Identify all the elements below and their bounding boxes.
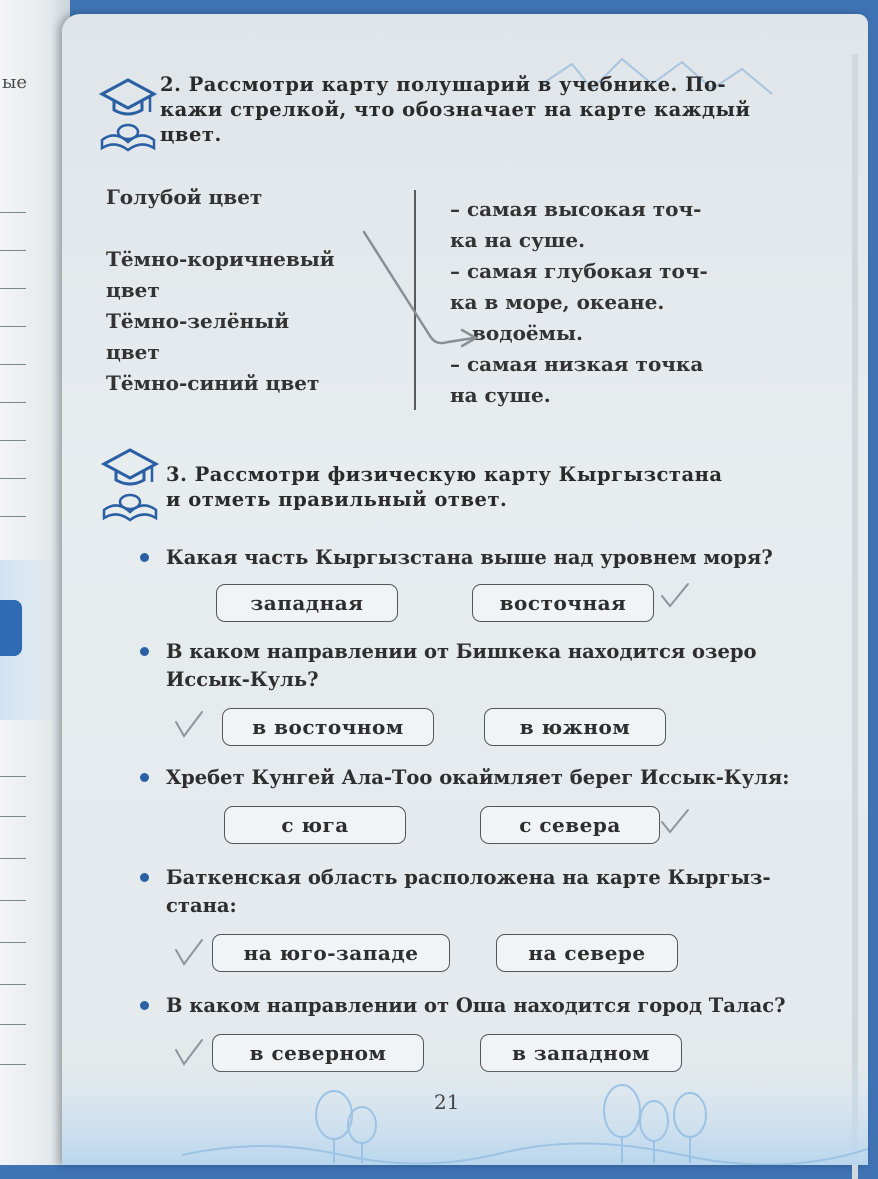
left-page-text-fragment: ые xyxy=(2,72,27,93)
task3-title: 3. Рассмотри физическую карту Кыргызстана и отметь правильный ответ. xyxy=(166,463,723,511)
footer-trees-decoration xyxy=(62,1045,868,1165)
color-item: Тёмно-синий цвет xyxy=(106,371,320,395)
answer-option[interactable]: с севера xyxy=(480,806,660,844)
answer-option[interactable]: в северном xyxy=(212,1034,424,1072)
left-page-blue-tab xyxy=(0,600,22,656)
checkmark-icon xyxy=(172,710,204,740)
left-page-line xyxy=(0,326,26,327)
task3-question-list xyxy=(132,544,812,1088)
checkmark-icon xyxy=(172,938,204,968)
graduation-cap-reader-icon xyxy=(100,442,160,522)
left-page-line xyxy=(0,402,26,403)
meaning-item: водоёмы. xyxy=(472,321,584,345)
answer-option[interactable]: с юга xyxy=(224,806,406,844)
answer-option[interactable]: на севере xyxy=(496,934,678,972)
answer-option[interactable]: на юго-западе xyxy=(212,934,450,972)
checkmark-icon xyxy=(658,580,690,610)
graduation-cap-reader-icon xyxy=(98,72,158,152)
left-page-line xyxy=(0,816,26,817)
task2-colors-column xyxy=(106,182,366,399)
meaning-item: ка на суше. xyxy=(450,228,586,252)
meaning-item: – самая высокая точ- xyxy=(450,197,702,221)
answer-option[interactable]: западная xyxy=(216,584,398,622)
left-page-line xyxy=(0,212,26,213)
color-item: цвет xyxy=(106,340,160,364)
left-page-line xyxy=(0,900,26,901)
color-item: Тёмно-зелёный xyxy=(106,309,290,333)
answer-option[interactable]: в восточном xyxy=(222,708,434,746)
task2-meanings-column xyxy=(450,194,770,411)
task2-title: 2. Рассмотри карту полушарий в учебнике. По- кажи стрелкой, что обозначает на карте каждый цвет. xyxy=(160,73,751,146)
left-page-line xyxy=(0,776,26,777)
question-text: Хребет Кунгей Ала-Тоо окаймляет берег Иссык-Куля: xyxy=(166,766,790,789)
question-item xyxy=(132,864,812,992)
question-item xyxy=(132,764,812,864)
color-item: Тёмно-коричневый xyxy=(106,247,335,271)
color-item: цвет xyxy=(106,278,160,302)
column-divider xyxy=(414,190,416,410)
meaning-item: ка в море, океане. xyxy=(450,290,665,314)
left-page-line xyxy=(0,478,26,479)
left-page-line xyxy=(0,1064,26,1065)
answer-option[interactable]: в западном xyxy=(480,1034,682,1072)
question-text: Какая часть Кыргызстана выше над уровнем моря? xyxy=(166,546,773,569)
question-text: В каком направлении от Оша находится город Талас? xyxy=(166,994,786,1017)
checkmark-icon xyxy=(658,806,690,836)
left-page-line xyxy=(0,858,26,859)
question-text: В каком направлении от Бишкека находится озеро Иссык-Куль? xyxy=(166,640,757,691)
question-item xyxy=(132,544,812,638)
page-number: 21 xyxy=(434,1090,460,1114)
left-page-line xyxy=(0,1024,26,1025)
question-text: Баткенская область расположена на карте Кыргыз- стана: xyxy=(166,866,771,917)
left-page-line xyxy=(0,250,26,251)
answer-option[interactable]: в южном xyxy=(484,708,666,746)
left-page-line xyxy=(0,440,26,441)
meaning-item: – самая глубокая точ- xyxy=(450,259,708,283)
question-item xyxy=(132,638,812,764)
left-page-line xyxy=(0,942,26,943)
left-page-line xyxy=(0,516,26,517)
left-page-edge xyxy=(0,0,70,1165)
answer-option[interactable]: восточная xyxy=(472,584,654,622)
meaning-item: на суше. xyxy=(450,383,551,407)
left-page-line xyxy=(0,288,26,289)
color-item: Голубой цвет xyxy=(106,185,263,209)
left-page-line xyxy=(0,984,26,985)
workbook-page xyxy=(62,14,868,1165)
left-page-line xyxy=(0,364,26,365)
meaning-item: – самая низкая точка xyxy=(450,352,704,376)
